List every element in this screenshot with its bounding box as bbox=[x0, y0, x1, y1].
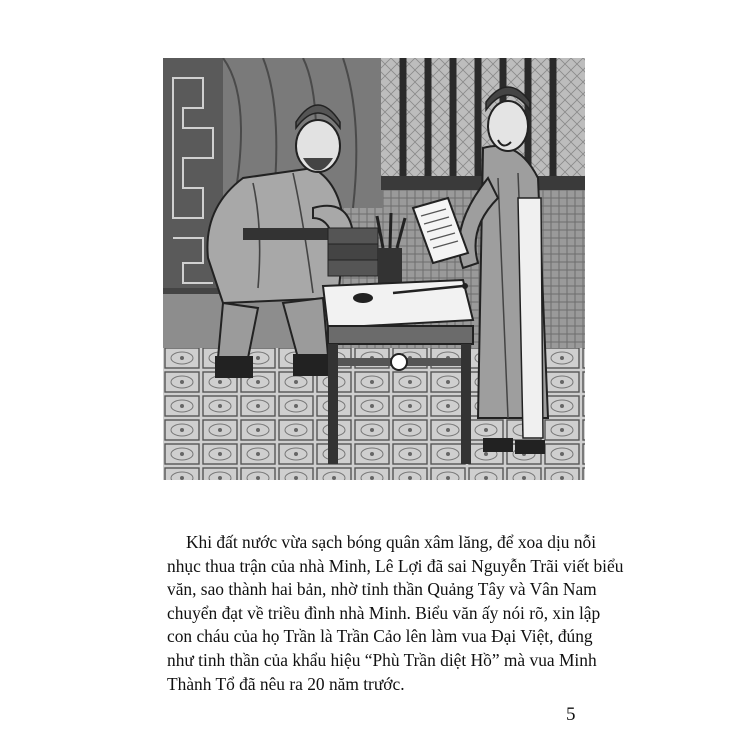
illustration-drawing bbox=[163, 58, 585, 480]
illustration bbox=[163, 58, 585, 480]
body-paragraph bbox=[167, 531, 624, 696]
paragraph-line: như tinh thần của khẩu hiệu “Phù Trần diệt Hồ” mà vua Minh bbox=[167, 649, 597, 670]
paragraph-line: nhục thua trận của nhà Minh, Lê Lợi đã sai Nguyễn Trãi viết biểu bbox=[167, 555, 624, 576]
paragraph-line: con cháu của họ Trần là Trần Cảo lên làm vua Đại Việt, đúng bbox=[167, 626, 593, 647]
paragraph-line: văn, sao thành hai bản, nhờ tỉnh thần Quảng Tây và Vân Nam bbox=[167, 579, 597, 600]
paragraph-line: Khi đất nước vừa sạch bóng quân xâm lăng, để xoa dịu nỗi bbox=[186, 532, 597, 552]
paragraph-line: chuyển đạt về triều đình nhà Minh. Biểu văn ấy nói rõ, xin lập bbox=[167, 602, 601, 623]
paragraph-line: Thành Tổ đã nêu ra 20 năm trước. bbox=[167, 673, 405, 694]
page-number: 5 bbox=[566, 704, 576, 725]
